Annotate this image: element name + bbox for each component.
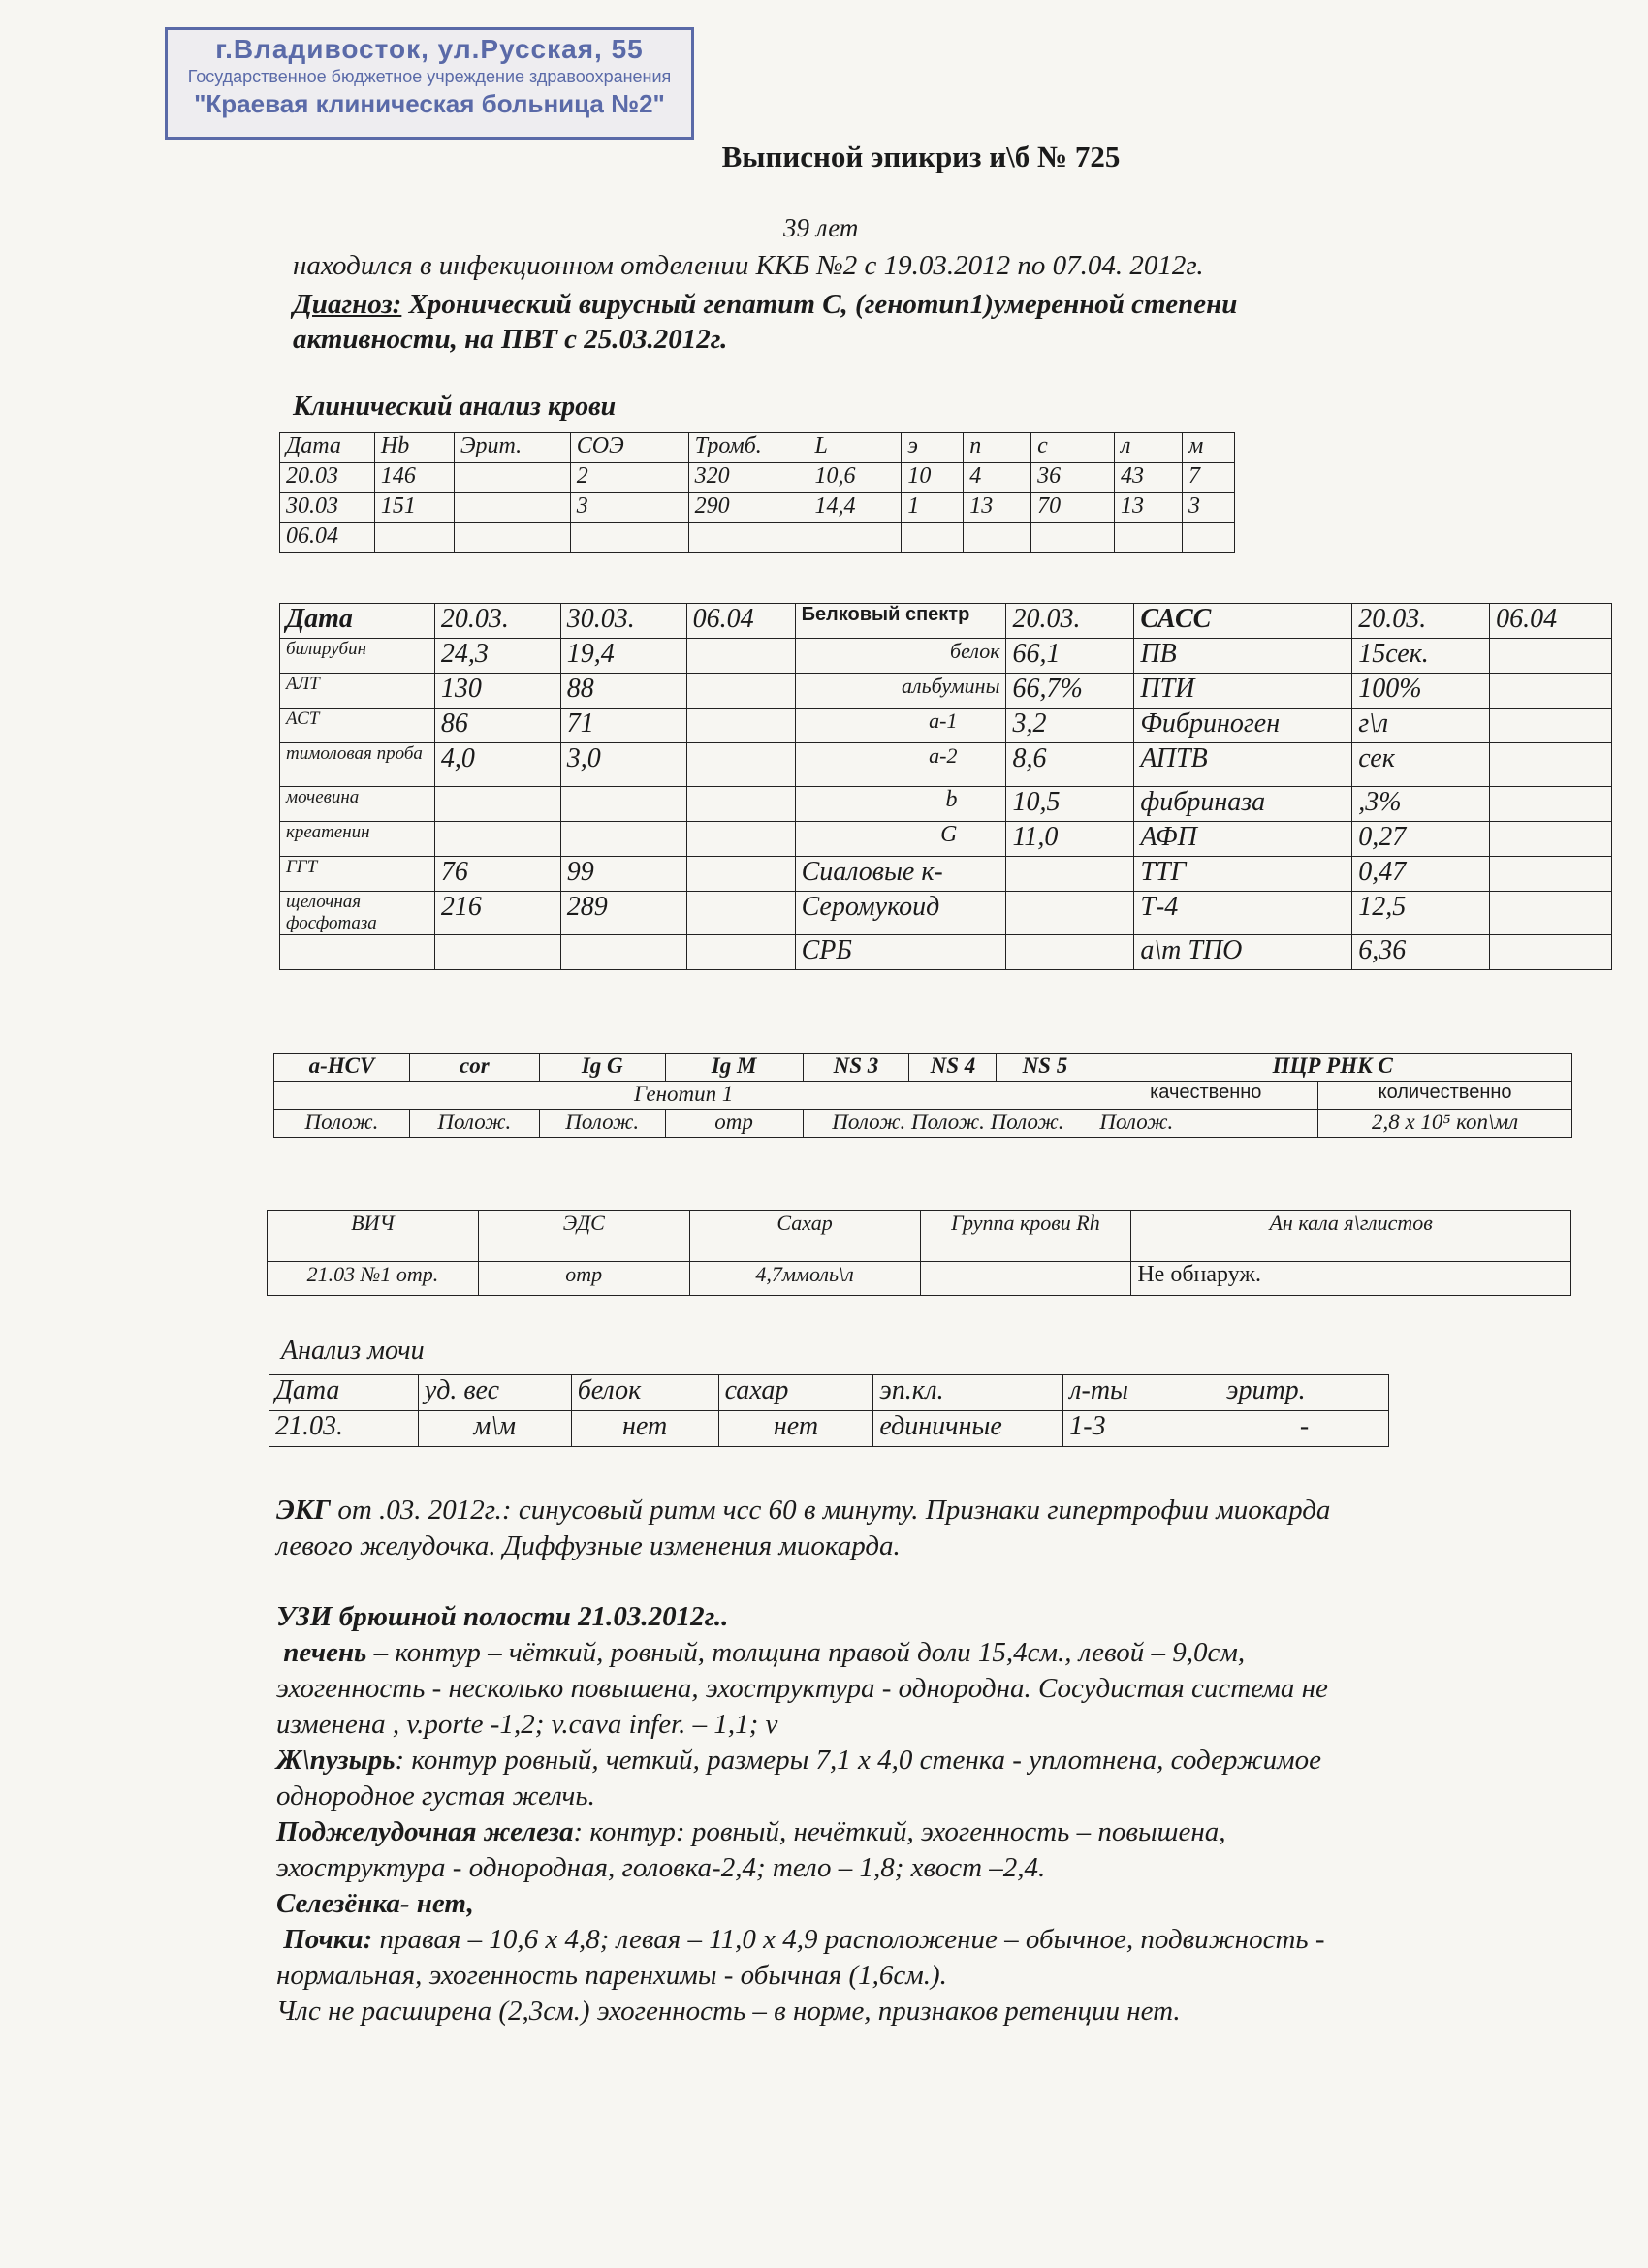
cell: альбумины xyxy=(795,674,1006,709)
header-cell: эп.кл. xyxy=(873,1375,1063,1411)
cell: креатенин xyxy=(280,822,435,857)
header-cell: ВИЧ xyxy=(268,1211,479,1262)
cell: Полож. xyxy=(539,1110,665,1138)
table-row xyxy=(280,523,1235,553)
header-cell: Hb xyxy=(374,433,454,463)
table-row xyxy=(280,822,1612,857)
cell: 3 xyxy=(570,493,688,523)
diagnosis-text-1: Хронический вирусный гепатит С, (генотип1)умеренной степени xyxy=(401,289,1238,320)
cell: нет xyxy=(718,1411,873,1447)
cell: 2,8 х 10⁵ коп\мл xyxy=(1318,1110,1572,1138)
cell xyxy=(686,709,795,743)
header-cell: Дата xyxy=(280,604,435,639)
table-row xyxy=(280,857,1612,892)
spleen-line: Селезёнка- нет, xyxy=(276,1888,474,1919)
cell: отр xyxy=(665,1110,803,1138)
header-cell: Белковый спектр xyxy=(795,604,1006,639)
cell xyxy=(434,787,560,822)
liver-line-1 xyxy=(276,1635,1527,1671)
cell: сек xyxy=(1352,743,1490,787)
header-cell: 20.03. xyxy=(1006,604,1134,639)
cell: Сиаловые к- xyxy=(795,857,1006,892)
cell xyxy=(434,822,560,857)
header-cell: ЭДС xyxy=(478,1211,689,1262)
cell: нет xyxy=(571,1411,718,1447)
table-row xyxy=(280,787,1612,822)
cell: 19,4 xyxy=(560,639,686,674)
cell xyxy=(808,523,902,553)
cell xyxy=(1006,857,1134,892)
pancreas-text-1: : контур: ровный, нечёткий, эхогенность – повышена, xyxy=(573,1816,1226,1847)
cell: 100% xyxy=(1352,674,1490,709)
cell: 20.03 xyxy=(280,463,375,493)
cell xyxy=(1490,935,1612,970)
stamp-org-type: Государственное бюджетное учреждение здравоохранения xyxy=(187,67,672,86)
quantitative-header: количественно xyxy=(1318,1082,1572,1110)
header-cell: с xyxy=(1031,433,1115,463)
header-cell: Ig G xyxy=(539,1054,665,1082)
cell xyxy=(686,822,795,857)
cell xyxy=(686,743,795,787)
cell: 6,36 xyxy=(1352,935,1490,970)
stamp-org-name: "Краевая клиническая больница №2" xyxy=(194,89,665,118)
urine-analysis-table xyxy=(269,1374,1389,1447)
cell xyxy=(1490,787,1612,822)
header-cell: 20.03. xyxy=(434,604,560,639)
header-cell: L xyxy=(808,433,902,463)
cell: 8,6 xyxy=(1006,743,1134,787)
cell xyxy=(686,787,795,822)
table-row xyxy=(268,1262,1571,1296)
table-row xyxy=(280,433,1235,463)
cell xyxy=(1490,857,1612,892)
blood-analysis-table xyxy=(279,432,1235,553)
pancreas-label: Поджелудочная железа xyxy=(276,1816,574,1847)
header-cell: п xyxy=(964,433,1031,463)
ecg-section xyxy=(276,1493,1527,1564)
cell: 290 xyxy=(688,493,808,523)
cell: 1 xyxy=(902,493,964,523)
table-row xyxy=(280,493,1235,523)
table-row xyxy=(280,709,1612,743)
cell: 0,27 xyxy=(1352,822,1490,857)
qualitative-header: качественно xyxy=(1093,1082,1318,1110)
table-row xyxy=(274,1054,1572,1082)
cell xyxy=(434,935,560,970)
pancreas-line-2: эхоструктура - однородная, головка-2,4; тело – 1,8; хвост –2,4. xyxy=(276,1852,1046,1883)
cell: 06.04 xyxy=(280,523,375,553)
cell: 66,7% xyxy=(1006,674,1134,709)
header-cell: Тромб. xyxy=(688,433,808,463)
kidneys-label: Почки: xyxy=(283,1924,373,1955)
table-row xyxy=(280,892,1612,935)
header-cell: NS 3 xyxy=(803,1054,909,1082)
liver-text-1: – контур – чёткий, ровный, толщина правой доли 15,4см., левой – 9,0см, xyxy=(366,1637,1246,1668)
header-cell: 30.03. xyxy=(560,604,686,639)
kidneys-line-3: Члс не расширена (2,3см.) эхогенность – в норме, признаков ретенции нет. xyxy=(276,1996,1181,2027)
cell: а\т ТПО xyxy=(1134,935,1352,970)
cell: 12,5 xyxy=(1352,892,1490,935)
cell: 21.03. xyxy=(269,1411,419,1447)
cell xyxy=(920,1262,1131,1296)
genotype-cell: Генотип 1 xyxy=(274,1082,1093,1110)
pancreas-line-1 xyxy=(276,1814,1527,1850)
table-row xyxy=(280,674,1612,709)
biochemistry-table xyxy=(279,603,1612,970)
cell: 4 xyxy=(964,463,1031,493)
cell: АФП xyxy=(1134,822,1352,857)
cell: ТТГ xyxy=(1134,857,1352,892)
table-row xyxy=(269,1375,1389,1411)
cell: мочевина xyxy=(280,787,435,822)
cell: 7 xyxy=(1182,463,1234,493)
cell: щелочная фосфотаза xyxy=(280,892,435,935)
header-cell: эритр. xyxy=(1220,1375,1389,1411)
urine-analysis-title: Анализ мочи xyxy=(281,1336,425,1366)
cell xyxy=(1490,822,1612,857)
kidneys-line-1 xyxy=(276,1922,1527,1958)
cell: Серомукоид xyxy=(795,892,1006,935)
cell xyxy=(686,857,795,892)
header-cell: 06.04 xyxy=(686,604,795,639)
cell: 10 xyxy=(902,463,964,493)
cell xyxy=(454,493,570,523)
cell: 1-3 xyxy=(1063,1411,1220,1447)
cell: ,3% xyxy=(1352,787,1490,822)
ultrasound-title: УЗИ брюшной полости 21.03.2012г.. xyxy=(276,1601,729,1632)
cell xyxy=(686,674,795,709)
cell: Полож. Полож. Полож. xyxy=(803,1110,1093,1138)
cell: 146 xyxy=(374,463,454,493)
blood-analysis-title: Клинический анализ крови xyxy=(293,392,617,422)
gallbladder-text-1: : контур ровный, четкий, размеры 7,1 х 4,0 стенка - уплотнена, содержимое xyxy=(395,1745,1321,1776)
cell: 36 xyxy=(1031,463,1115,493)
cell: Т-4 xyxy=(1134,892,1352,935)
cell xyxy=(560,822,686,857)
table-row xyxy=(269,1411,1389,1447)
cell xyxy=(688,523,808,553)
header-cell: Дата xyxy=(269,1375,419,1411)
cell xyxy=(454,463,570,493)
cell: 86 xyxy=(434,709,560,743)
cell: 3,0 xyxy=(560,743,686,787)
cell: 151 xyxy=(374,493,454,523)
header-cell: белок xyxy=(571,1375,718,1411)
cell: 76 xyxy=(434,857,560,892)
cell: G xyxy=(795,822,1006,857)
header-cell: Ан кала я\глистов xyxy=(1131,1211,1571,1262)
cell: АЛТ xyxy=(280,674,435,709)
cell xyxy=(964,523,1031,553)
header-cell: 20.03. xyxy=(1352,604,1490,639)
ecg-label: ЭКГ xyxy=(276,1495,332,1526)
cell: ПТИ xyxy=(1134,674,1352,709)
liver-line-3: изменена , v.porte -1,2; v.cava infer. – 1,1; v xyxy=(276,1709,778,1740)
cell: а-2 xyxy=(795,743,1006,787)
header-cell: л xyxy=(1115,433,1183,463)
ultrasound-section xyxy=(276,1599,1527,2030)
cell xyxy=(1006,935,1134,970)
header-cell: а-HCV xyxy=(274,1054,410,1082)
cell xyxy=(1182,523,1234,553)
header-cell: cor xyxy=(409,1054,539,1082)
cell xyxy=(902,523,964,553)
cell xyxy=(1490,892,1612,935)
cell xyxy=(454,523,570,553)
cell: 14,4 xyxy=(808,493,902,523)
cell: Полож. xyxy=(274,1110,410,1138)
cell: 30.03 xyxy=(280,493,375,523)
header-cell: Сахар xyxy=(689,1211,920,1262)
cell: Фибриноген xyxy=(1134,709,1352,743)
cell: белок xyxy=(795,639,1006,674)
cell xyxy=(1115,523,1183,553)
cell xyxy=(1006,892,1134,935)
cell: 24,3 xyxy=(434,639,560,674)
cell: 130 xyxy=(434,674,560,709)
header-cell: 06.04 xyxy=(1490,604,1612,639)
hospital-stay: находился в инфекционном отделении ККБ №2 с 19.03.2012 по 07.04. 2012г. xyxy=(293,250,1204,281)
liver-line-2: эхогенность - несколько повышена, эхоструктура - однородна. Сосудистая система не xyxy=(276,1673,1328,1704)
cell: а-1 xyxy=(795,709,1006,743)
cell xyxy=(1490,674,1612,709)
cell: Не обнаруж. xyxy=(1131,1262,1571,1296)
header-cell: э xyxy=(902,433,964,463)
cell: тимоловая проба xyxy=(280,743,435,787)
cell xyxy=(686,892,795,935)
cell: 13 xyxy=(964,493,1031,523)
table-row xyxy=(274,1082,1572,1110)
cell: 2 xyxy=(570,463,688,493)
cell: 99 xyxy=(560,857,686,892)
cell: отр xyxy=(478,1262,689,1296)
cell: b xyxy=(795,787,1006,822)
cell: 10,6 xyxy=(808,463,902,493)
ecg-text-1: от .03. 2012г.: синусовый ритм чсс 60 в минуту. Признаки гипертрофии миокарда xyxy=(331,1495,1331,1526)
cell: 3 xyxy=(1182,493,1234,523)
stamp-address: г.Владивосток, ул.Русская, 55 xyxy=(215,34,644,64)
cell: - xyxy=(1220,1411,1389,1447)
cell xyxy=(1490,709,1612,743)
header-cell: м xyxy=(1182,433,1234,463)
cell xyxy=(280,935,435,970)
cell xyxy=(686,639,795,674)
kidneys-line-2: нормальная, эхогенность паренхимы - обычная (1,6см.). xyxy=(276,1960,947,1991)
cell: Полож. xyxy=(1093,1110,1318,1138)
cell: м\м xyxy=(418,1411,571,1447)
ecg-line-2: левого желудочка. Диффузные изменения миокарда. xyxy=(276,1530,901,1561)
table-row xyxy=(280,743,1612,787)
header-cell: уд. вес xyxy=(418,1375,571,1411)
table-row xyxy=(268,1211,1571,1262)
table-row xyxy=(280,935,1612,970)
header-cell: NS 5 xyxy=(997,1054,1093,1082)
kidneys-text-1: правая – 10,6 х 4,8; левая – 11,0 х 4,9 расположение – обычное, подвижность - xyxy=(372,1924,1325,1955)
header-cell: л-ты xyxy=(1063,1375,1220,1411)
cell: 320 xyxy=(688,463,808,493)
cell xyxy=(560,787,686,822)
cell: СРБ xyxy=(795,935,1006,970)
document-title: Выписной эпикриз и\б № 725 xyxy=(721,140,1121,173)
cell xyxy=(374,523,454,553)
cell xyxy=(686,935,795,970)
cell: 13 xyxy=(1115,493,1183,523)
table-row xyxy=(280,463,1235,493)
cell: Полож. xyxy=(409,1110,539,1138)
cell xyxy=(570,523,688,553)
cell: единичные xyxy=(873,1411,1063,1447)
cell: 3,2 xyxy=(1006,709,1134,743)
gallbladder-line-1 xyxy=(276,1743,1527,1779)
cell xyxy=(1490,639,1612,674)
cell: 66,1 xyxy=(1006,639,1134,674)
header-cell: ПЦР РНК С xyxy=(1093,1054,1572,1082)
diagnosis-line-2: активности, на ПВТ с 25.03.2012г. xyxy=(293,324,728,355)
cell: 289 xyxy=(560,892,686,935)
cell: 11,0 xyxy=(1006,822,1134,857)
header-cell: сахар xyxy=(718,1375,873,1411)
table-row xyxy=(280,639,1612,674)
cell: АПТВ xyxy=(1134,743,1352,787)
infection-markers-table xyxy=(267,1210,1571,1296)
cell: 71 xyxy=(560,709,686,743)
cell: АСТ xyxy=(280,709,435,743)
table-row xyxy=(280,604,1612,639)
header-cell: САСС xyxy=(1134,604,1352,639)
header-cell: Группа крови Rh xyxy=(920,1211,1131,1262)
gallbladder-label: Ж\пузырь xyxy=(276,1745,396,1776)
hcv-markers-table xyxy=(273,1053,1572,1138)
cell: 4,7ммоль\л xyxy=(689,1262,920,1296)
cell: г\л xyxy=(1352,709,1490,743)
diagnosis-label: Диагноз: xyxy=(293,289,402,320)
table-row xyxy=(274,1110,1572,1138)
cell xyxy=(1490,743,1612,787)
cell: 0,47 xyxy=(1352,857,1490,892)
cell xyxy=(1031,523,1115,553)
liver-label: печень xyxy=(283,1637,367,1668)
gallbladder-line-2: однородное густая желчь. xyxy=(276,1780,595,1811)
cell: ПВ xyxy=(1134,639,1352,674)
diagnosis-line-1 xyxy=(293,289,1237,321)
cell: 10,5 xyxy=(1006,787,1134,822)
cell: 4,0 xyxy=(434,743,560,787)
cell: ГГТ xyxy=(280,857,435,892)
cell: фибриназа xyxy=(1134,787,1352,822)
header-cell: Дата xyxy=(280,433,375,463)
cell: 70 xyxy=(1031,493,1115,523)
header-cell: NS 4 xyxy=(909,1054,997,1082)
cell: 43 xyxy=(1115,463,1183,493)
header-cell: Ig M xyxy=(665,1054,803,1082)
cell xyxy=(560,935,686,970)
ecg-line-1 xyxy=(276,1493,1527,1528)
header-cell: СОЭ xyxy=(570,433,688,463)
cell: 216 xyxy=(434,892,560,935)
cell: билирубин xyxy=(280,639,435,674)
hospital-stamp xyxy=(165,27,694,140)
cell: 15сек. xyxy=(1352,639,1490,674)
cell: 88 xyxy=(560,674,686,709)
cell: 21.03 №1 отр. xyxy=(268,1262,479,1296)
patient-age: 39 лет xyxy=(783,213,859,242)
header-cell: Эрит. xyxy=(454,433,570,463)
